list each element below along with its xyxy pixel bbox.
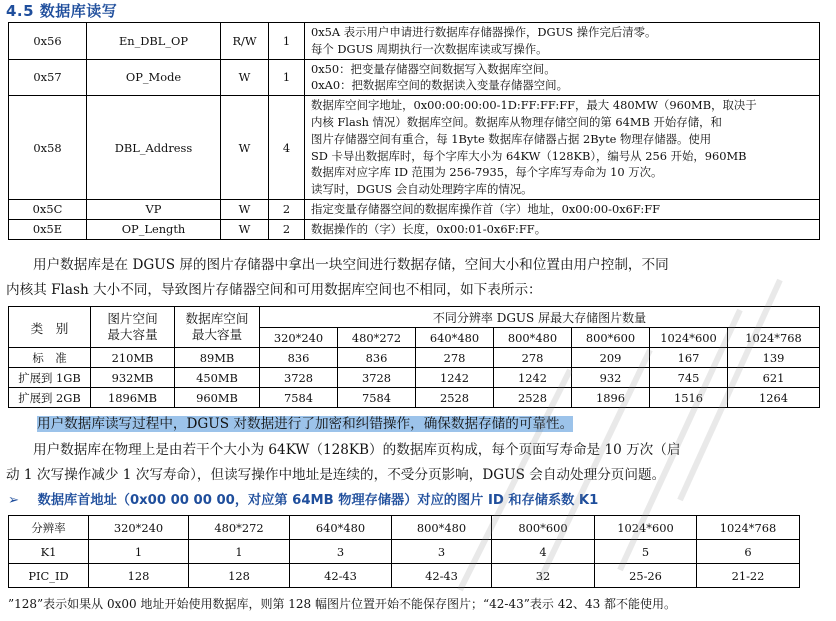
register-rw: W — [221, 59, 269, 96]
register-address: 0x58 — [9, 96, 87, 200]
table-cell: 1242 — [416, 368, 494, 388]
description-line: 读写时，DGUS 会自动处理跨字库的情况。 — [311, 182, 533, 197]
row-type: 扩展到 2GB — [9, 388, 91, 408]
table-cell: 167 — [650, 348, 728, 368]
table-cell: 分辨率 — [9, 516, 89, 540]
table-cell: 7584 — [260, 388, 338, 408]
table-cell: 3 — [392, 540, 492, 564]
table-cell: 42-43 — [392, 564, 492, 588]
register-description — [305, 96, 820, 200]
table-cell: 128 — [189, 564, 290, 588]
row-type: 标 准 — [9, 348, 91, 368]
paragraph-line: 用户数据库是在 DGUS 屏的图片存储器中拿出一块空间进行数据存储，空间大小和位置由用户控制，不同 — [33, 257, 669, 273]
table-cell: 21-22 — [697, 564, 800, 588]
table-row — [9, 59, 820, 96]
table-cell: 32 — [492, 564, 595, 588]
table-cell: 6 — [697, 540, 800, 564]
table-row — [9, 219, 820, 239]
footnote: ”128”表示如果从 0x00 地址开始使用数据库，则第 128 幅图片位置开始不能保存图片；“42-43”表示 42、43 都不能使用。 — [8, 597, 677, 611]
header-resolution: 1024*600 — [650, 328, 728, 348]
table-row — [9, 368, 820, 388]
section-heading: 4.5 数据库读写 — [6, 2, 118, 20]
register-name: VP — [87, 199, 221, 219]
description-line: 0x5A 表示用户申请进行数据库存储器操作，DGUS 操作完后清零。 — [311, 25, 657, 39]
table-cell: 2528 — [416, 388, 494, 408]
description-line: 每个 DGUS 周期执行一次数据库读或写操作。 — [311, 41, 548, 56]
arrow-bullet-icon: ➢ — [8, 493, 20, 508]
table-cell: 42-43 — [290, 564, 392, 588]
table-cell: 800*480 — [392, 516, 492, 540]
header-resolution-group: 不同分辨率 DGUS 屏最大存储图片数量 — [260, 307, 820, 328]
table-cell: 139 — [728, 348, 820, 368]
table-cell: 3728 — [260, 368, 338, 388]
table-cell: 1024*600 — [595, 516, 697, 540]
description-line: 指定变量存储器空间的数据库操作首（字）地址，0x00:00-0x6F:FF — [311, 201, 661, 216]
description-line: 0x50：把变量存储器空间数据写入数据库空间。 — [311, 61, 556, 76]
row-type: 扩展到 1GB — [9, 368, 91, 388]
table-row — [9, 388, 820, 408]
header-line: 最大容量 — [191, 327, 243, 342]
register-description — [305, 59, 820, 96]
table-cell: 1896 — [572, 388, 650, 408]
table-cell: 25-26 — [595, 564, 697, 588]
register-address: 0x56 — [9, 23, 87, 60]
header-resolution: 800*600 — [572, 328, 650, 348]
table-row — [9, 23, 820, 60]
header-db-capacity — [175, 307, 260, 348]
bullet-text: 数据库首地址（0x00 00 00 00，对应第 64MB 物理存储器）对应的图片 ID 和存储系数 K1 — [37, 493, 599, 508]
table-row — [9, 564, 800, 588]
header-type: 类 别 — [9, 307, 91, 348]
table-row — [9, 540, 800, 564]
table-row — [9, 96, 820, 200]
register-name: DBL_Address — [87, 96, 221, 200]
register-length: 1 — [269, 23, 305, 60]
table-cell: 621 — [728, 368, 820, 388]
header-line: 图片空间 — [107, 311, 158, 326]
register-length: 2 — [269, 199, 305, 219]
table-cell: K1 — [9, 540, 89, 564]
table-cell: 1 — [89, 540, 189, 564]
highlighted-text: 用户数据库读写过程中，DGUS 对数据进行了加密和纠错操作，确保数据存储的可靠性。 — [37, 416, 574, 432]
register-length: 2 — [269, 219, 305, 239]
description-line: 内核 Flash 情况）数据库空间。数据库从物理存储空间的第 64MB 开始存储，和 — [311, 114, 722, 129]
description-line: 数据操作的（字）长度，0x00:01-0x6F:FF。 — [311, 221, 547, 236]
register-name: OP_Mode — [87, 59, 221, 96]
table-cell: 1516 — [650, 388, 728, 408]
register-length: 4 — [269, 96, 305, 200]
table-cell: 7584 — [338, 388, 416, 408]
table-cell: 1242 — [494, 368, 572, 388]
header-line: 最大容量 — [107, 327, 158, 342]
table-cell: 745 — [650, 368, 728, 388]
register-address: 0x57 — [9, 59, 87, 96]
table-cell: 480*272 — [189, 516, 290, 540]
row-pic: 932MB — [91, 368, 175, 388]
register-address: 0x5C — [9, 199, 87, 219]
description-line: 数据库空间字地址，0x00:00:00:00-1D:FF:FF:FF，最大 480MW（960MB，取决于 — [311, 98, 757, 113]
register-rw: W — [221, 199, 269, 219]
paragraph-line: 动 1 次写操作减少 1 次写寿命），但读写操作中地址是连续的，不受分页影响，DGUS 会自动处理分页问题。 — [6, 467, 666, 483]
header-pic-capacity — [91, 307, 175, 348]
page-paragraph — [6, 438, 826, 488]
table-header-row — [9, 516, 800, 540]
row-pic: 1896MB — [91, 388, 175, 408]
register-rw: W — [221, 96, 269, 200]
table-cell: 1264 — [728, 388, 820, 408]
bullet-heading — [8, 489, 598, 508]
table-cell: 278 — [494, 348, 572, 368]
register-rw: W — [221, 219, 269, 239]
description-line: 图片存储器空间有重合，每 1Byte 数据库存储器占据 2Byte 物理存储器。使用 — [311, 131, 712, 146]
table-cell: 836 — [260, 348, 338, 368]
register-description — [305, 199, 820, 219]
register-description — [305, 219, 820, 239]
table-cell: 4 — [492, 540, 595, 564]
table-cell: 278 — [416, 348, 494, 368]
table-cell: PIC_ID — [9, 564, 89, 588]
table-cell: 800*600 — [492, 516, 595, 540]
paragraph-line: 用户数据库在物理上是由若干个大小为 64KW（128KB）的数据库页构成，每个页面写寿命是 10 万次（启 — [33, 442, 681, 458]
k1-table — [8, 515, 800, 588]
row-db: 89MB — [175, 348, 260, 368]
description-line: 数据库对应字库 ID 范围为 256-7935，每个字库写寿命为 10 万次。 — [311, 165, 663, 180]
description-line: 0xA0：把数据库空间的数据读入变量存储器空间。 — [311, 78, 568, 93]
highlight-paragraph — [6, 415, 826, 434]
register-description — [305, 23, 820, 60]
register-table — [8, 22, 820, 240]
table-row — [9, 348, 820, 368]
row-pic: 210MB — [91, 348, 175, 368]
header-resolution: 480*272 — [338, 328, 416, 348]
table-cell: 836 — [338, 348, 416, 368]
header-resolution: 1024*768 — [728, 328, 820, 348]
register-name: En_DBL_OP — [87, 23, 221, 60]
header-resolution: 800*480 — [494, 328, 572, 348]
table-row — [9, 199, 820, 219]
intro-paragraph — [6, 253, 826, 303]
table-cell: 2528 — [494, 388, 572, 408]
row-db: 450MB — [175, 368, 260, 388]
table-header-row — [9, 307, 820, 328]
register-address: 0x5E — [9, 219, 87, 239]
register-rw: R/W — [221, 23, 269, 60]
capacity-table — [8, 306, 820, 408]
table-cell: 3728 — [338, 368, 416, 388]
description-line: SD 卡导出数据库时，每个字库大小为 64KW（128KB），编号从 256 开始，960MB — [311, 148, 747, 163]
header-line: 数据库空间 — [185, 311, 249, 326]
register-name: OP_Length — [87, 219, 221, 239]
paragraph-line: 内核其 Flash 大小不同，导致图片存储器空间和可用数据库空间也不相同，如下表所示： — [6, 282, 542, 298]
table-cell: 640*480 — [290, 516, 392, 540]
table-cell: 128 — [89, 564, 189, 588]
table-cell: 5 — [595, 540, 697, 564]
table-cell: 209 — [572, 348, 650, 368]
table-cell: 320*240 — [89, 516, 189, 540]
table-cell: 1 — [189, 540, 290, 564]
table-cell: 932 — [572, 368, 650, 388]
header-resolution: 320*240 — [260, 328, 338, 348]
table-cell: 3 — [290, 540, 392, 564]
register-length: 1 — [269, 59, 305, 96]
table-cell: 1024*768 — [697, 516, 800, 540]
row-db: 960MB — [175, 388, 260, 408]
header-resolution: 640*480 — [416, 328, 494, 348]
